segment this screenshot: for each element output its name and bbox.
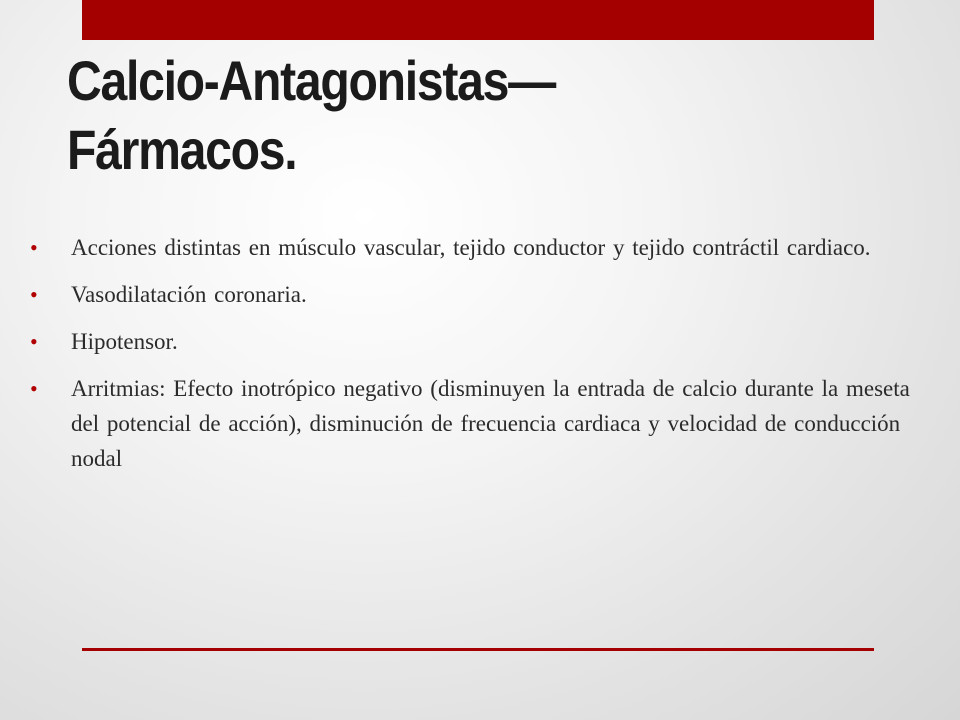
bullet-item [30, 277, 912, 312]
bullet-text: Acciones distintas en músculo vascular, tejido conductor y tejido contráctil cardiaco. [71, 235, 871, 260]
slide-title [67, 46, 772, 184]
title-line-2: Fármacos. [67, 118, 297, 181]
title-line-1: Calcio-Antagonistas— [67, 49, 555, 112]
bottom-accent-line [82, 648, 874, 651]
bullet-text: Vasodilatación coronaria. [71, 282, 307, 307]
bullet-item [30, 324, 912, 359]
top-accent-bar [82, 0, 874, 40]
bullet-text: Hipotensor. [71, 329, 178, 354]
bullet-text: Arritmias: Efecto inotrópico negativo (disminuyen la entrada de calcio durante la meseta del potencial de acción), disminución de frecuencia cardiaca y velocidad de conducción nodal [71, 376, 910, 471]
bullet-dot-icon: • [30, 282, 38, 307]
bullet-dot-icon: • [30, 329, 38, 354]
bullet-item [30, 371, 912, 476]
bullet-item [30, 230, 912, 265]
bullet-list [30, 230, 912, 488]
bullet-dot-icon: • [30, 376, 38, 401]
bullet-dot-icon: • [30, 235, 38, 260]
